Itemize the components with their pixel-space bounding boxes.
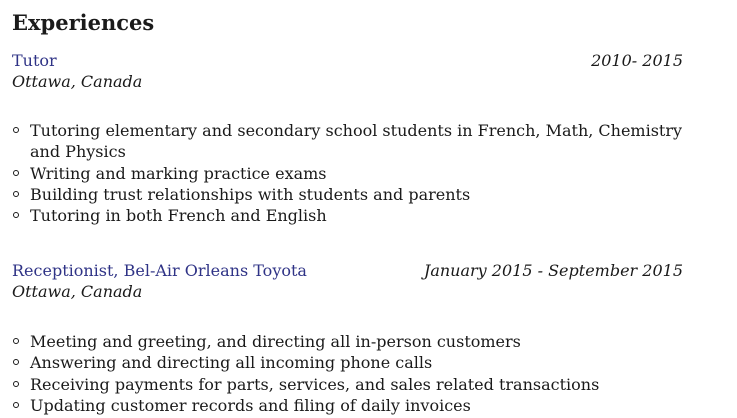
job-location: Ottawa, Canada <box>12 72 143 91</box>
list-item-text: Receiving payments for parts, services, and sales related transactions <box>30 374 600 394</box>
circle-bullet-icon <box>13 338 19 344</box>
job-header <box>12 50 683 71</box>
job-dates: January 2015 - September 2015 <box>423 261 683 280</box>
list-item <box>12 163 683 184</box>
list-item <box>12 205 683 226</box>
list-item-text: Tutoring elementary and secondary school students in French, Math, Chemistry and Physics <box>30 121 683 162</box>
list-item <box>12 120 683 163</box>
section-title: Experiences <box>12 10 155 35</box>
list-item <box>12 395 683 416</box>
job-entry-tutor <box>12 50 683 226</box>
list-item <box>12 184 683 205</box>
job-duties-list <box>12 331 683 416</box>
list-item-text: Answering and directing all incoming phone calls <box>30 353 433 373</box>
list-item-text: Updating customer records and filing of daily invoices <box>30 395 471 415</box>
circle-bullet-icon <box>13 170 19 176</box>
job-location: Ottawa, Canada <box>12 282 143 301</box>
circle-bullet-icon <box>13 402 19 408</box>
list-item-text: Meeting and greeting, and directing all in-person customers <box>30 332 521 351</box>
job-title: Receptionist, Bel-Air Orleans Toyota <box>12 261 307 280</box>
job-duties-list <box>12 120 683 226</box>
list-item <box>12 352 683 373</box>
circle-bullet-icon <box>13 191 19 197</box>
list-item <box>12 331 683 352</box>
circle-bullet-icon <box>13 212 19 218</box>
job-header <box>12 260 683 281</box>
list-item-text: Building trust relationships with students and parents <box>30 184 471 204</box>
list-item-text: Tutoring in both French and English <box>30 206 327 226</box>
list-item <box>12 374 683 395</box>
job-entry-receptionist <box>12 260 683 415</box>
circle-bullet-icon <box>13 127 19 133</box>
job-dates: 2010- 2015 <box>591 51 683 70</box>
list-item-text: Writing and marking practice exams <box>30 163 327 183</box>
circle-bullet-icon <box>13 359 19 365</box>
circle-bullet-icon <box>13 381 19 387</box>
job-title: Tutor <box>12 51 57 70</box>
